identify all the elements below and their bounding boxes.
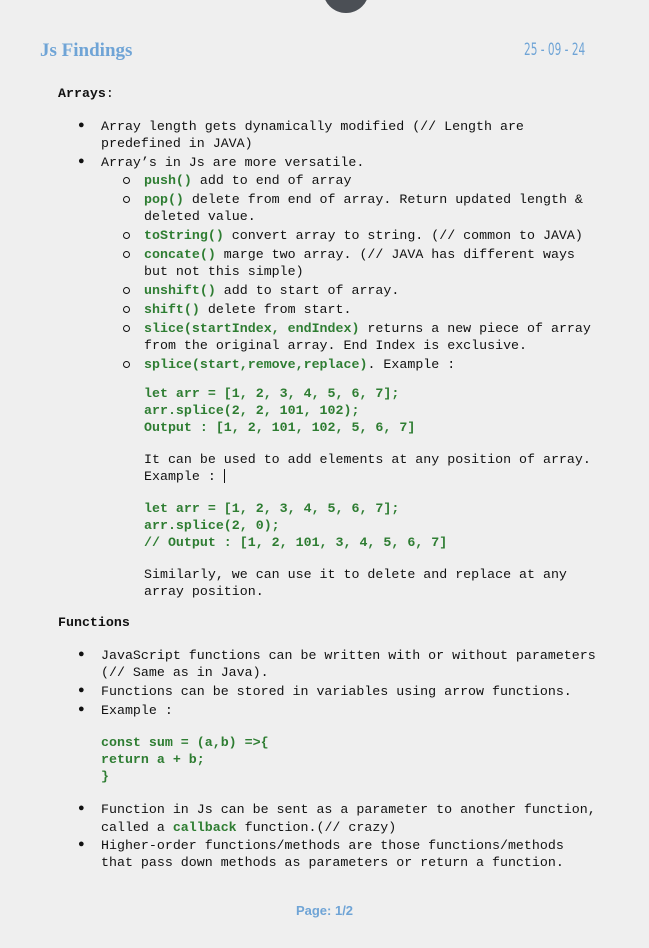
circle-bullet-icon (123, 196, 130, 203)
circle-bullet-icon (123, 306, 130, 313)
callback-suffix: function.(// crazy) (236, 820, 397, 835)
code-line: let arr = [1, 2, 3, 4, 5, 6, 7]; (144, 386, 400, 401)
arrays-bullet-1-line-2: predefined in JAVA) (101, 136, 253, 151)
splice-delete-note-line-1: Similarly, we can use it to delete and replace at any (144, 567, 567, 582)
method-push-desc: add to end of array (191, 173, 352, 188)
bullet-icon: ● (78, 649, 85, 661)
method-pop: pop() (144, 192, 184, 207)
sub-item-push (144, 172, 351, 189)
method-shift: shift() (144, 302, 200, 317)
text-cursor (224, 469, 225, 483)
circle-bullet-icon (123, 232, 130, 239)
bullet-icon: ● (78, 803, 85, 815)
sub-item-tostring (144, 227, 583, 244)
code-line: let arr = [1, 2, 3, 4, 5, 6, 7]; (144, 501, 400, 516)
method-tostring-desc: convert array to string. (// common to JAVA) (223, 228, 583, 243)
callback-prefix: called a (101, 820, 173, 835)
method-pop-desc: delete from end of array. Return updated length & (183, 192, 583, 207)
circle-bullet-icon (123, 361, 130, 368)
method-concat-desc: marge two array. (// JAVA has different ways (215, 247, 575, 262)
document-title: Js Findings (40, 40, 133, 61)
functions-bullet-1-line-1: JavaScript functions can be written with or without parameters (101, 648, 596, 663)
page-indicator: Page: 1/2 (295, 903, 354, 918)
functions-bullet-3: Example : (101, 703, 173, 718)
method-unshift-desc: add to start of array. (215, 283, 400, 298)
functions-bullet-2: Functions can be stored in variables using arrow functions. (101, 684, 572, 699)
page-tab-handle[interactable] (323, 0, 369, 13)
circle-bullet-icon (123, 325, 130, 332)
bullet-icon: ● (78, 839, 85, 851)
method-tostring: toString() (144, 228, 224, 243)
functions-bullet-5-line-1: Higher-order functions/methods are those functions/methods (101, 838, 564, 853)
sub-item-splice (144, 356, 455, 373)
arrays-heading-colon: : (105, 86, 114, 101)
method-concat: concate() (144, 247, 216, 262)
sub-item-pop-line-2: deleted value. (144, 209, 256, 224)
splice-note-line-1: It can be used to add elements at any position of array. (144, 452, 591, 467)
method-splice-desc: . Example : (367, 357, 456, 372)
method-push: push() (144, 173, 192, 188)
functions-heading: Functions (58, 615, 130, 630)
code-line: return a + b; (101, 752, 205, 767)
sub-item-pop (144, 191, 583, 208)
callback-keyword: callback (172, 820, 237, 835)
functions-bullet-5-line-2: that pass down methods as parameters or return a function. (101, 855, 564, 870)
method-unshift: unshift() (144, 283, 216, 298)
arrays-bullet-2: Array’s in Js are more versatile. (101, 155, 365, 170)
functions-bullet-1-line-2: (// Same as in Java). (101, 665, 269, 680)
functions-bullet-4-line-1: Function in Js can be sent as a parameter to another function, (101, 802, 596, 817)
code-line: arr.splice(2, 2, 101, 102); (144, 403, 360, 418)
sub-item-unshift (144, 282, 399, 299)
arrays-heading (58, 85, 114, 102)
code-line: Output : [1, 2, 101, 102, 5, 6, 7] (144, 420, 416, 435)
method-shift-desc: delete from start. (199, 302, 352, 317)
arrays-heading-text: Arrays (58, 86, 106, 101)
code-line: // Output : [1, 2, 101, 3, 4, 5, 6, 7] (144, 535, 448, 550)
method-slice: slice(startIndex, endIndex) (144, 321, 360, 336)
bullet-icon: ● (78, 704, 85, 716)
arrays-bullet-1-line-1: Array length gets dynamically modified (// Length are (101, 119, 524, 134)
circle-bullet-icon (123, 287, 130, 294)
circle-bullet-icon (123, 251, 130, 258)
bullet-icon: ● (78, 685, 85, 697)
method-slice-desc: returns a new piece of array (359, 321, 591, 336)
splice-delete-note-line-2: array position. (144, 584, 264, 599)
code-line: arr.splice(2, 0); (144, 518, 280, 533)
sub-item-slice (144, 320, 591, 337)
document-date: 25 - 09 - 24 (524, 40, 586, 60)
bullet-icon: ● (78, 156, 85, 168)
sub-item-slice-line-2: from the original array. End Index is exclusive. (144, 338, 528, 353)
sub-item-concat (144, 246, 575, 263)
sub-item-shift (144, 301, 351, 318)
functions-bullet-4-line-2 (101, 819, 396, 836)
code-line: const sum = (a,b) =>{ (101, 735, 269, 750)
code-line: } (101, 769, 109, 784)
circle-bullet-icon (123, 177, 130, 184)
splice-note-line-2: Example : (144, 469, 224, 484)
sub-item-concat-line-2: but not this simple) (144, 264, 304, 279)
bullet-icon: ● (78, 120, 85, 132)
method-splice: splice(start,remove,replace) (144, 357, 368, 372)
